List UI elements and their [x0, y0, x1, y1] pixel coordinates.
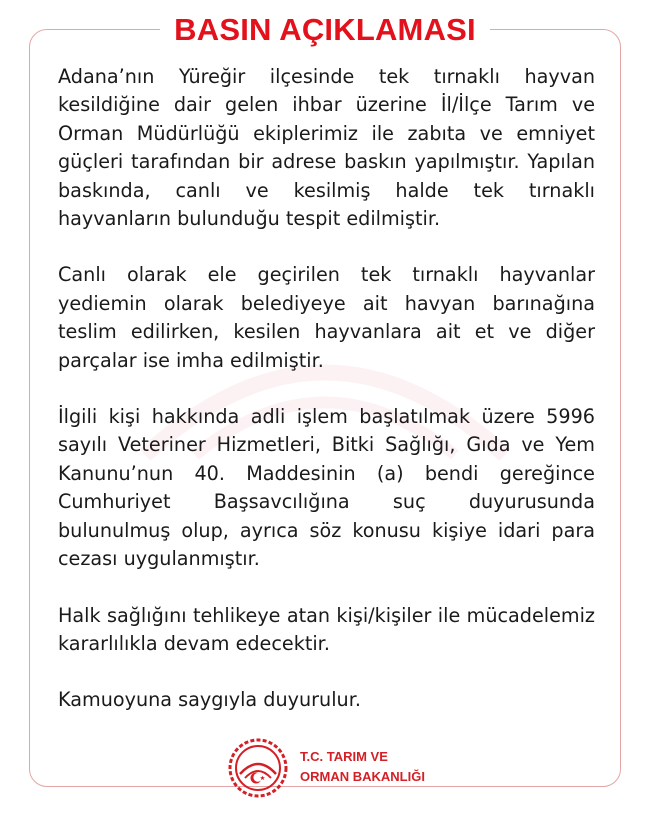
paragraph-5: Kamuoyuna saygıyla duyurulur.	[58, 688, 361, 712]
ministry-name	[300, 747, 425, 787]
press-release-body	[58, 63, 595, 743]
title-container	[0, 10, 650, 50]
paragraph-1: Adana’nın Yüreğir ilçesinde tek tırnaklı hayvan kesildiğine dair gelen ihbar üzerine İl/İlçe Tarım ve Orman Müdürlüğü ekiplerimiz ile zabıta ve emniyet güçleri tarafından bir adrese baskın yapılmıştır. Yapılan baskında, canlı ve kesilmiş halde tek tırnaklı hayvanların bulunduğu tespit edilmiştir.	[58, 65, 595, 231]
ministry-name-line-1: T.C. TARIM VE	[300, 749, 388, 764]
paragraph-4: Halk sağlığını tehlikeye atan kişi/kişiler ile mücadelemiz kararlılıkla devam edecektir.	[58, 603, 595, 655]
paragraph-2: Canlı olarak ele geçirilen tek tırnaklı hayvanlar yediemin olarak belediyeye ait havyan barınağına teslim edilirken, kesilen hayvanlara ait et ve diğer parçalar ise imha edilmiştir.	[58, 263, 595, 372]
paragraph-3: İlgili kişi hakkında adli işlem başlatılmak üzere 5996 sayılı Veteriner Hizmetleri, Bitki Sağlığı, Gıda ve Yem Kanunu’nun 40. Maddesinin (a) bendi gereğince Cumhuriyet Başsavcılığına suç duyurusunda bulunulmuş olup, ayrıca söz konusu kişiye idari para cezası uygulanmıştır.	[58, 405, 595, 571]
ministry-name-line-2: ORMAN BAKANLIĞI	[300, 769, 425, 784]
ministry-logo-icon	[228, 738, 288, 798]
page-title: BASIN AÇIKLAMASI	[160, 10, 490, 50]
